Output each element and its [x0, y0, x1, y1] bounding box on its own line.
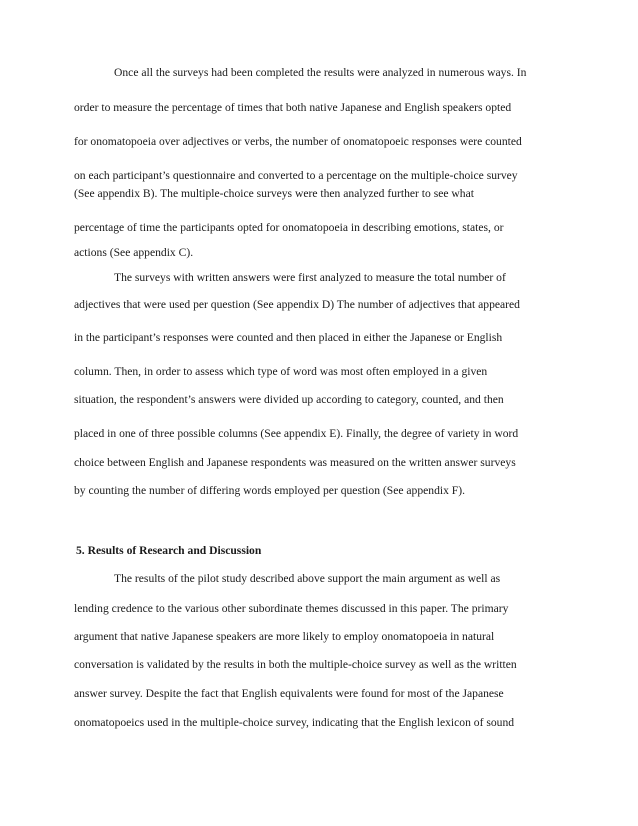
paragraph-2-line-5: situation, the respondent’s answers were divided up according to category, counted, and then: [74, 393, 504, 406]
paragraph-2-line-7: choice between English and Japanese respondents was measured on the written answer surveys: [74, 456, 516, 469]
paragraph-2-line-3: in the participant’s responses were counted and then placed in either the Japanese or English: [74, 331, 503, 344]
section-5-line-3: argument that native Japanese speakers are more likely to employ onomatopoeia in natural: [74, 630, 495, 643]
section-5-line-5: answer survey. Despite the fact that English equivalents were found for most of the Japanese: [74, 687, 504, 700]
section-5-line-1: The results of the pilot study described above support the main argument as well as: [114, 572, 501, 585]
paragraph-1-line-5: (See appendix B). The multiple-choice surveys were then analyzed further to see what: [74, 187, 474, 200]
paragraph-1-line-2: order to measure the percentage of times that both native Japanese and English speakers opted: [74, 101, 512, 114]
paragraph-1-line-1: Once all the surveys had been completed the results were analyzed in numerous ways. In: [114, 66, 527, 79]
paragraph-2-line-4: column. Then, in order to assess which type of word was most often employed in a given: [74, 365, 488, 378]
section-heading: 5. Results of Research and Discussion: [76, 544, 262, 557]
section-5-line-4: conversation is validated by the results in both the multiple-choice survey as well as the written: [74, 658, 517, 671]
paragraph-2-line-8: by counting the number of differing words employed per question (See appendix F).: [74, 484, 465, 497]
paragraph-1-line-7: actions (See appendix C).: [74, 246, 194, 259]
section-5-line-2: lending credence to the various other subordinate themes discussed in this paper. The primary: [74, 602, 509, 615]
paragraph-1-line-6: percentage of time the participants opted for onomatopoeia in describing emotions, states, or: [74, 221, 504, 234]
section-5-line-6: onomatopoeics used in the multiple-choice survey, indicating that the English lexicon of sound: [74, 716, 515, 729]
paragraph-2-line-1: The surveys with written answers were first analyzed to measure the total number of: [114, 271, 506, 284]
paragraph-1-line-3: for onomatopoeia over adjectives or verbs, the number of onomatopoeic responses were counted: [74, 135, 522, 148]
paragraph-1-line-4: on each participant’s questionnaire and converted to a percentage on the multiple-choice survey: [74, 169, 518, 182]
paragraph-2-line-2: adjectives that were used per question (See appendix D) The number of adjectives that appeared: [74, 298, 520, 311]
paragraph-2-line-6: placed in one of three possible columns (See appendix E). Finally, the degree of variety in word: [74, 427, 519, 440]
